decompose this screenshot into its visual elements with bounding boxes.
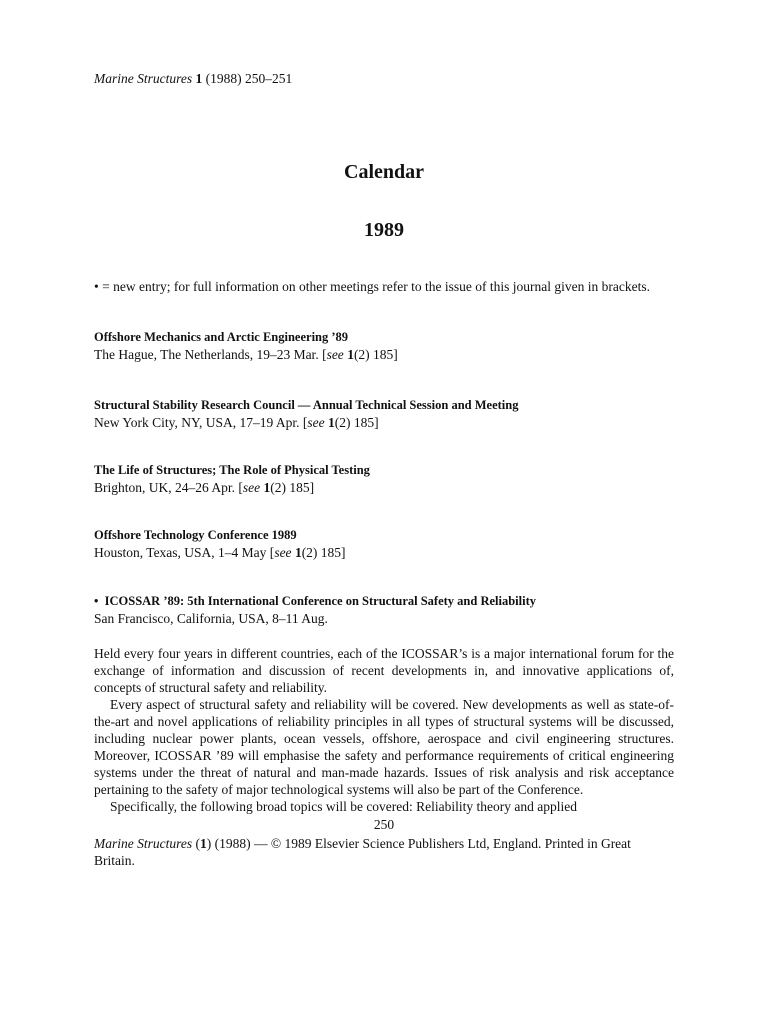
entry-see: see [274,545,292,560]
calendar-year: 1989 [364,219,404,241]
entry-title [94,593,674,610]
calendar-entry [94,397,674,431]
entry-ref-volume: 1 [294,545,302,560]
footer-copyright-text: ) (1988) — © 1989 Elsevier Science Publishers Ltd, England. Printed in Great Britain. [94,836,631,868]
body-paragraph: Every aspect of structural safety and reliability will be covered. New developments as well as state-of-the-art and novel applications of reliability principles in all types of structural systems will be discussed, including nuclear power plants, ocean vessels, offshore, aerospace and civil engineering structures. Moreover, ICOSSAR ’89 will emphasise the safety and performance requirements of critical engineering systems under the threat of natural and man-made hazards. Issues of risk analysis and risk acceptance pertaining to the safety of major technological systems will also be part of the Conference. [94,697,674,797]
copyright-footer [94,835,674,869]
body-paragraph: Specifically, the following broad topics will be covered: Reliability theory and applied [110,799,577,814]
entry-details [94,544,674,561]
entry-location-date: Houston, Texas, USA, 1–4 May [ [94,545,275,560]
calendar-entry-new [94,593,674,627]
calendar-entry [94,527,674,561]
article-body [94,645,674,815]
entry-details [94,414,674,431]
footer-volume: 1 [200,836,207,851]
legend-text: = new entry; for full information on other meetings refer to the issue of this journal given in brackets. [102,279,650,294]
footer-text-open: ( [192,836,200,851]
entry-details: San Francisco, California, USA, 8–11 Aug. [94,611,328,626]
entry-ref-volume: 1 [347,347,354,362]
entry-title: Structural Stability Research Council — Annual Technical Session and Meeting [94,398,519,412]
entry-location-date: Brighton, UK, 24–26 Apr. [ [94,480,243,495]
journal-name: Marine Structures [94,71,193,86]
entry-ref-rest: (2) 185] [301,545,346,560]
entry-see: see [326,347,344,362]
entry-details [94,479,674,496]
entry-title: The Life of Structures; The Role of Physical Testing [94,463,370,477]
new-entry-bullet-icon: • [94,594,99,608]
legend-note [94,278,674,295]
entry-ref-volume: 1 [328,415,335,430]
entry-location-date: The Hague, The Netherlands, 19–23 Mar. [ [94,347,327,362]
journal-reference [94,70,674,88]
calendar-entry [94,462,674,496]
footer-journal: Marine Structures [94,836,193,851]
entry-see: see [242,480,261,495]
journal-year-pages: (1988) 250–251 [205,71,293,86]
body-paragraph: Held every four years in different countries, each of the ICOSSAR’s is a major international forum for the exchange of information and discussion of recent developments in, and innovative applications of, concepts of structural safety and reliability. [94,646,674,695]
entry-ref-volume: 1 [263,480,271,495]
calendar-entry [94,329,674,363]
entry-details [94,346,674,363]
entry-ref-rest: (2) 185] [334,415,379,430]
page-title: Calendar [344,161,424,183]
journal-volume: 1 [195,71,203,86]
page-number: 250 [373,817,395,832]
entry-see: see [307,415,325,430]
entry-location-date: New York City, NY, USA, 17–19 Apr. [ [94,415,308,430]
article-page [94,70,674,869]
entry-title-text: ICOSSAR ’89: 5th International Conference on Structural Safety and Reliability [104,594,537,608]
entry-ref-rest: (2) 185] [270,480,315,495]
new-entry-bullet-icon: • [94,279,99,294]
entry-title: Offshore Technology Conference 1989 [94,528,297,542]
entry-title: Offshore Mechanics and Arctic Engineering ’89 [94,330,349,344]
entry-ref-rest: (2) 185] [353,347,398,362]
